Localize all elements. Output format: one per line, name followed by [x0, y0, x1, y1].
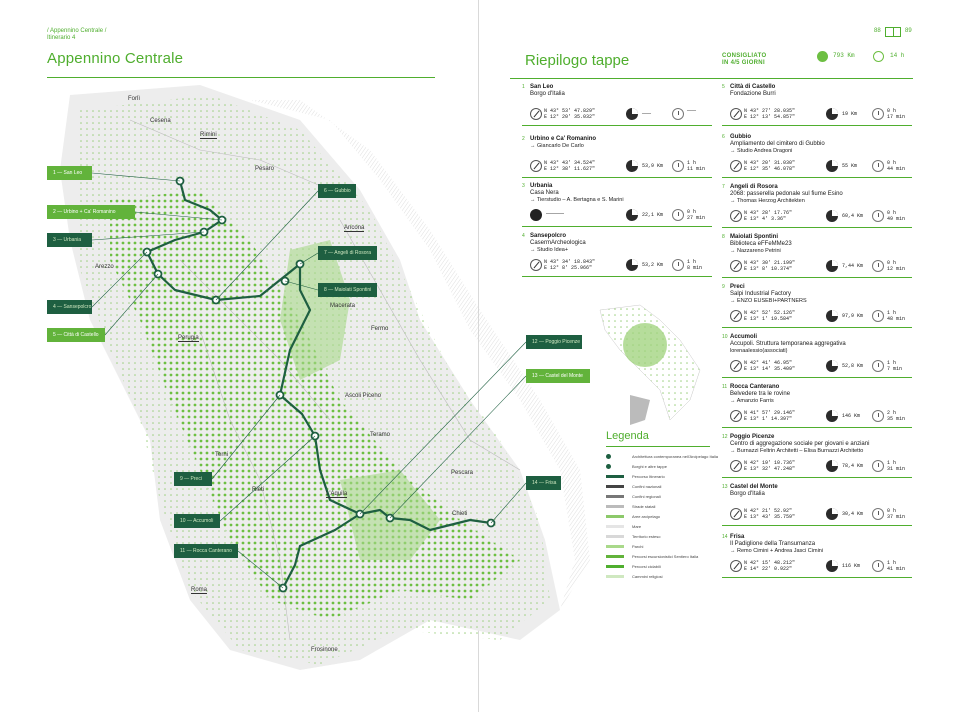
distance-icon	[826, 508, 838, 520]
stage-distance: 55 Km	[842, 163, 858, 169]
stage-coordinates	[744, 508, 795, 520]
legend-label: Borghi e altre tappe	[632, 464, 667, 469]
distance-icon	[826, 260, 838, 272]
stage-place: Accumoli	[730, 334, 758, 340]
legend-symbol	[606, 454, 611, 459]
breadcrumb-region: / Appennino Centrale /	[47, 28, 107, 34]
stage-number: 9	[722, 284, 725, 290]
legend-label: Aree arcipelago	[632, 514, 661, 519]
stage-place: Castel del Monte	[730, 484, 778, 490]
stage-distance: 53,2 Km	[642, 262, 664, 268]
clock-icon	[872, 460, 884, 472]
city-label: Frosinone	[311, 647, 338, 653]
stage-coordinates	[744, 210, 792, 222]
stage-coordinates	[544, 108, 595, 120]
stage-tag[interactable]: 1 — San Leo	[47, 166, 92, 180]
stage-coordinates	[744, 108, 795, 120]
stage-coordinates	[744, 360, 795, 372]
total-time: 14 h	[890, 52, 905, 59]
stage-rule	[522, 276, 712, 277]
time-hours: 1 h	[687, 160, 697, 166]
legend-symbol	[606, 505, 624, 508]
stage-project: Biblioteca eFFeMMe23	[730, 241, 792, 247]
stage-distance: 78,4 Km	[842, 463, 864, 469]
stage-time	[687, 108, 696, 114]
stage-tag[interactable]: 11 — Rocca Canterano	[174, 544, 238, 558]
time-hours: ———	[687, 108, 697, 114]
coord-east: E 13° 32' 47.248"	[744, 466, 796, 472]
stage-number: 4	[522, 233, 525, 239]
legend-symbol	[606, 555, 624, 558]
time-hours: 1 h	[687, 259, 697, 265]
compass-icon	[730, 108, 742, 120]
stage-rule	[722, 227, 912, 228]
stage-project: Fondazione Burri	[730, 91, 776, 97]
time-minutes: 27 min	[687, 215, 706, 221]
legend-label: Parchi	[632, 544, 644, 549]
stage-entry	[522, 183, 712, 229]
coord-east: E 13° 1' 14.397"	[744, 416, 793, 422]
stage-tag[interactable]: 4 — Sansepolcro	[47, 300, 92, 314]
stage-coordinates	[744, 310, 795, 322]
stage-project: Casa Nera	[530, 190, 559, 196]
compass-icon	[730, 460, 742, 472]
time-minutes: 37 min	[887, 514, 906, 520]
coord-north: N 43° 27' 28.035"	[744, 108, 796, 114]
stage-rule	[722, 177, 912, 178]
distance-icon	[826, 160, 838, 172]
city-label: Macerata	[330, 303, 356, 309]
italy-locator-map	[600, 305, 700, 425]
stage-time	[887, 410, 905, 422]
time-hours: 0 h	[887, 210, 897, 216]
clock-icon	[672, 259, 684, 271]
coord-east: E 12° 35' 46.078"	[744, 166, 796, 172]
stage-number: 13	[722, 484, 728, 490]
compass-icon	[730, 260, 742, 272]
time-minutes: 35 min	[887, 416, 906, 422]
clock-icon	[672, 160, 684, 172]
stage-entry	[722, 84, 912, 130]
stage-entry	[522, 233, 712, 279]
time-hours: 1 h	[887, 460, 897, 466]
legend-rule	[606, 446, 710, 447]
time-minutes: 44 min	[887, 166, 906, 172]
legend-symbol	[606, 515, 624, 518]
legend-symbol	[606, 535, 624, 538]
distance-icon	[626, 160, 638, 172]
stage-rule	[722, 327, 912, 328]
stage-distance: 52,8 Km	[842, 363, 864, 369]
stage-place: San Leo	[530, 84, 554, 90]
stage-tag[interactable]: 13 — Castel del Monte	[526, 369, 590, 383]
stage-distance: 19 Km	[842, 111, 858, 117]
stage-architect: → Nazzareno Petrini	[730, 248, 781, 254]
page-number-right: 89	[905, 28, 912, 34]
distance-icon	[826, 108, 838, 120]
legend-label: Territorio esteso	[632, 534, 661, 539]
time-hours: 0 h	[887, 508, 897, 514]
stage-entry	[722, 484, 912, 530]
time-hours: 0 h	[887, 108, 897, 114]
stage-place: Città di Castello	[730, 84, 776, 90]
stage-tag[interactable]: 12 — Poggio Picenze	[526, 335, 582, 349]
coord-north: N 42° 21' 52.92"	[744, 508, 793, 514]
stage-project: Accupoli. Struttura temporanea aggregativa	[730, 341, 846, 347]
coord-north: N 42° 15' 48.212"	[744, 560, 796, 566]
stage-number: 10	[722, 334, 728, 340]
stage-architect: → ENZO EUSEBI+PARTNERS	[730, 298, 807, 304]
coord-north: N 42° 19' 10.736"	[744, 460, 796, 466]
city-label: Arezzo	[95, 264, 114, 270]
stage-distance: 30,4 Km	[842, 511, 864, 517]
legend-label: Percorsi ciclabili	[632, 564, 661, 569]
coord-east: E 13° 43' 35.759"	[744, 514, 796, 520]
clock-icon	[872, 560, 884, 572]
city-label: Chieti	[452, 511, 468, 517]
stage-entry	[722, 384, 912, 430]
distance-icon	[826, 210, 838, 222]
stage-architect: → Amanzio Farris	[730, 398, 774, 404]
time-hours: 0 h	[887, 260, 897, 266]
stage-place: Angeli di Rosora	[730, 184, 778, 190]
stage-place: Sansepolcro	[530, 233, 567, 239]
stage-number: 5	[722, 84, 725, 90]
stage-tag[interactable]: 5 — Città di Castello	[47, 328, 105, 342]
coord-east: E 13° 8' 10.374"	[744, 266, 793, 272]
total-distance: 793 Km	[833, 52, 855, 59]
clock-icon	[872, 108, 884, 120]
stage-place: Gubbio	[730, 134, 751, 140]
stage-time	[687, 209, 705, 221]
stage-rule	[522, 125, 712, 126]
clock-icon	[672, 209, 684, 221]
stage-distance: 116 Km	[842, 563, 861, 569]
time-hours: 0 h	[887, 160, 897, 166]
stage-entry	[722, 434, 912, 480]
compass-icon	[730, 410, 742, 422]
city-label: Terni	[215, 452, 229, 458]
coord-east: E 13° 4' 3.36"	[744, 216, 787, 222]
compass-icon	[730, 508, 742, 520]
stage-coordinates	[744, 260, 795, 272]
stage-rule	[722, 377, 912, 378]
city-label: Forlì	[128, 96, 140, 102]
stage-place: Poggio Picenze	[730, 434, 775, 440]
distance-icon	[826, 310, 838, 322]
coord-north: N 43° 43' 34.524"	[544, 160, 596, 166]
clock-icon	[872, 260, 884, 272]
stage-rule	[722, 577, 912, 578]
stage-entry	[722, 334, 912, 380]
page-number-left: 88	[874, 28, 881, 34]
coord-north: N 43° 30' 21.199"	[744, 260, 796, 266]
legend-symbol	[606, 475, 624, 478]
distance-icon	[817, 51, 828, 62]
legend-symbol	[606, 485, 624, 488]
coord-north: N 43° 34' 18.843"	[544, 259, 596, 265]
stage-architect: lorenaalessio(associati)	[730, 348, 788, 354]
legend-label: Percorsi escursionistici Sentiero Italia	[632, 554, 699, 559]
stage-time	[887, 560, 905, 572]
recommended-line-1: CONSIGLIATO	[722, 53, 767, 59]
city-label: Perugia	[178, 335, 199, 341]
stage-time	[887, 508, 905, 520]
coord-north: N 42° 41' 46.95"	[744, 360, 793, 366]
compass-icon	[530, 160, 542, 172]
stage-architect: → Studio Idea+	[530, 247, 569, 253]
stage-rule	[722, 477, 912, 478]
stage-project: Borgo d'Italia	[730, 491, 765, 497]
compass-icon	[730, 560, 742, 572]
stage-distance: 146 Km	[842, 413, 861, 419]
stage-time	[887, 160, 905, 172]
coord-east: E 13° 1' 19.584"	[744, 316, 793, 322]
stage-time	[687, 160, 705, 172]
stage-tag[interactable]: 14 — Frisa	[526, 476, 561, 490]
legend-label: Mare	[632, 524, 642, 529]
stage-number: 6	[722, 134, 725, 140]
compass-icon	[530, 108, 542, 120]
stage-distance: 22,1 Km	[642, 212, 664, 218]
time-minutes: 41 min	[887, 566, 906, 572]
compass-icon	[730, 160, 742, 172]
time-minutes: 31 min	[887, 466, 906, 472]
time-minutes: 12 min	[887, 266, 906, 272]
spread-icon	[885, 27, 901, 37]
coord-north: N 41° 57' 29.146"	[744, 410, 796, 416]
legend-label: Cammini religiosi	[632, 574, 663, 579]
time-hours: 0 h	[687, 209, 697, 215]
stage-distance: 60,4 Km	[842, 213, 864, 219]
stage-rule	[522, 226, 712, 227]
breadcrumb-itinerary: Itinerario 4	[47, 35, 76, 41]
coord-north: N 43° 53' 47.829"	[544, 108, 596, 114]
summary-rule	[510, 78, 913, 79]
stage-rule	[722, 277, 912, 278]
coord-east: E 12° 38' 11.627"	[544, 166, 596, 172]
stage-entry	[522, 136, 712, 182]
clock-icon	[872, 160, 884, 172]
distance-icon	[626, 209, 638, 221]
coord-east: E 12° 20' 35.032"	[544, 114, 596, 120]
distance-icon	[826, 410, 838, 422]
coord-east: E 12° 13' 54.857"	[744, 114, 796, 120]
stage-place: Maiolati Spontini	[730, 234, 778, 240]
stage-time	[887, 310, 905, 322]
compass-icon	[730, 210, 742, 222]
city-label: Fermo	[371, 326, 389, 332]
time-hours: 1 h	[887, 360, 897, 366]
time-hours: 1 h	[887, 310, 897, 316]
stage-architect: → Tierstudio – A. Bertagna e S. Marini	[530, 197, 624, 203]
city-label: Rimini	[200, 132, 217, 138]
legend-label: Percorso Itinerario	[632, 474, 665, 479]
legend-symbol	[606, 525, 624, 528]
city-label: Pescara	[451, 470, 474, 476]
stage-time	[887, 260, 905, 272]
stage-project: Centro di aggregazione sociale per giovani e anziani	[730, 441, 870, 447]
stage-coordinates	[544, 259, 595, 271]
clock-icon	[672, 108, 684, 120]
legend-symbol	[606, 495, 624, 498]
city-label: Ascoli Piceno	[345, 393, 382, 399]
stage-place: Urbania	[530, 183, 553, 189]
stage-time	[887, 108, 905, 120]
stage-project: Salpi Industrial Factory	[730, 291, 792, 297]
stage-tag[interactable]: 3 — Urbania	[47, 233, 92, 247]
stage-entry	[722, 134, 912, 180]
stage-entry	[722, 234, 912, 280]
city-label: L'Aquila	[326, 491, 348, 497]
stage-place: Urbino e Ca' Romanino	[530, 136, 597, 142]
stage-entry	[722, 284, 912, 330]
compass-icon	[730, 310, 742, 322]
coord-north: N 43° 20' 31.030"	[744, 160, 796, 166]
summary-title: Riepilogo tappe	[525, 52, 630, 69]
stage-coordinates	[744, 160, 795, 172]
time-minutes: 17 min	[887, 114, 906, 120]
time-hours: 2 h	[887, 410, 897, 416]
legend-title: Legenda	[606, 430, 649, 442]
time-minutes: 11 min	[687, 166, 706, 172]
stage-distance: 53,9 Km	[642, 163, 664, 169]
distance-icon	[826, 360, 838, 372]
time-minutes: 8 min	[687, 265, 703, 271]
legend-label: Confini nazionali	[632, 484, 662, 489]
stage-tag[interactable]: 7 — Angeli di Rosora	[318, 246, 377, 260]
stage-number: 1	[522, 84, 525, 90]
stage-rule	[522, 177, 712, 178]
stage-project: Il Padiglione della Transumanza	[730, 541, 816, 547]
stage-project: Belvedere tra le rovine	[730, 391, 791, 397]
stage-entry	[722, 534, 912, 580]
stage-tag[interactable]: 9 — Preci	[174, 472, 212, 486]
stage-architect: → Remo Cimini + Andrea Jasci Cimini	[730, 548, 824, 554]
legend-label: Architettura contemporanea nell'Arcipelago Italia	[632, 454, 718, 459]
compass-icon	[530, 259, 542, 271]
stage-entry	[722, 184, 912, 230]
stage-coordinates	[744, 460, 795, 472]
stage-number: 8	[722, 234, 725, 240]
stage-number: 7	[722, 184, 725, 190]
time-minutes: 49 min	[887, 216, 906, 222]
stage-coordinates	[744, 560, 795, 572]
distance-icon	[826, 460, 838, 472]
legend-symbol	[606, 575, 624, 578]
eye-icon	[530, 209, 542, 221]
stage-place: Preci	[730, 284, 745, 290]
stage-project: Ampliamento del cimitero di Gubbio	[730, 141, 825, 147]
legend-label: Confini regionali	[632, 494, 661, 499]
stage-number: 3	[522, 183, 525, 189]
distance-icon	[626, 259, 638, 271]
legend-label: Strade statali	[632, 504, 656, 509]
clock-icon	[873, 51, 884, 62]
city-label: Rieti	[252, 487, 265, 493]
stage-number: 2	[522, 136, 525, 142]
stage-time	[887, 460, 905, 472]
stage-number: 14	[722, 534, 728, 540]
recommended-line-2: IN 4/5 GIORNI	[722, 60, 765, 66]
city-label: Roma	[191, 587, 208, 593]
stage-architect: → Thomas Herzog Architekten	[730, 198, 805, 204]
recommended-badge	[722, 53, 766, 67]
distance-icon	[626, 108, 638, 120]
stage-project: Borgo d'Italia	[530, 91, 565, 97]
coord-east: E 12° 8' 25.966"	[544, 265, 593, 271]
stage-number: 11	[722, 384, 728, 390]
clock-icon	[872, 210, 884, 222]
stage-project: 2068: passerella pedonale sul fiume Esino	[730, 191, 843, 197]
clock-icon	[872, 508, 884, 520]
stage-tag[interactable]: 6 — Gubbio	[318, 184, 356, 198]
city-label: Cesena	[150, 118, 171, 124]
stage-time	[887, 210, 905, 222]
clock-icon	[872, 410, 884, 422]
coord-east: E 14° 22' 0.922"	[744, 566, 793, 572]
stage-coordinates	[544, 160, 595, 172]
city-label: Teramo	[370, 432, 391, 438]
stage-distance: 7,44 Km	[842, 263, 864, 269]
stage-tag[interactable]: 8 — Maiolati Spontini	[318, 283, 377, 297]
stage-number: 12	[722, 434, 728, 440]
stage-tag[interactable]: 2 — Urbino + Ca' Romanino	[47, 205, 135, 219]
distance-icon	[826, 560, 838, 572]
stage-distance: ———	[642, 111, 652, 117]
clock-icon	[872, 360, 884, 372]
legend-symbol	[606, 565, 624, 568]
stage-architect: → Burnazzi Feltrin Architetti – Elisa Burnazzi Architetto	[730, 448, 864, 454]
time-hours: 1 h	[887, 560, 897, 566]
stage-rule	[722, 525, 912, 526]
stage-architect: → Giancarlo De Carlo	[530, 143, 584, 149]
time-minutes: 7 min	[887, 366, 903, 372]
stage-rule	[722, 427, 912, 428]
stage-place: Frisa	[730, 534, 745, 540]
legend-symbol	[606, 545, 624, 548]
stage-coordinates	[744, 410, 795, 422]
coord-north: N 43° 28' 17.76"	[744, 210, 793, 216]
legend-symbol	[606, 464, 611, 469]
compass-icon	[730, 360, 742, 372]
city-label: Ancona	[344, 225, 365, 231]
stage-time	[887, 360, 902, 372]
stage-entry	[522, 84, 712, 130]
stage-rule	[722, 125, 912, 126]
stage-project: CasermArcheologica	[530, 240, 586, 246]
coords-dash: ———	[546, 211, 564, 217]
coord-east: E 13° 14' 35.409"	[744, 366, 796, 372]
coord-north: N 42° 52' 52.126"	[744, 310, 796, 316]
stage-tag[interactable]: 10 — Accumoli	[174, 514, 220, 528]
stage-architect: → Studio Andrea Dragoni	[730, 148, 793, 154]
clock-icon	[872, 310, 884, 322]
stage-distance: 97,9 Km	[842, 313, 864, 319]
city-label: Pesaro	[255, 166, 275, 172]
stage-time	[687, 259, 702, 271]
time-minutes: 48 min	[887, 316, 906, 322]
page-title: Appennino Centrale	[47, 50, 184, 67]
stage-place: Rocca Canterano	[730, 384, 780, 390]
